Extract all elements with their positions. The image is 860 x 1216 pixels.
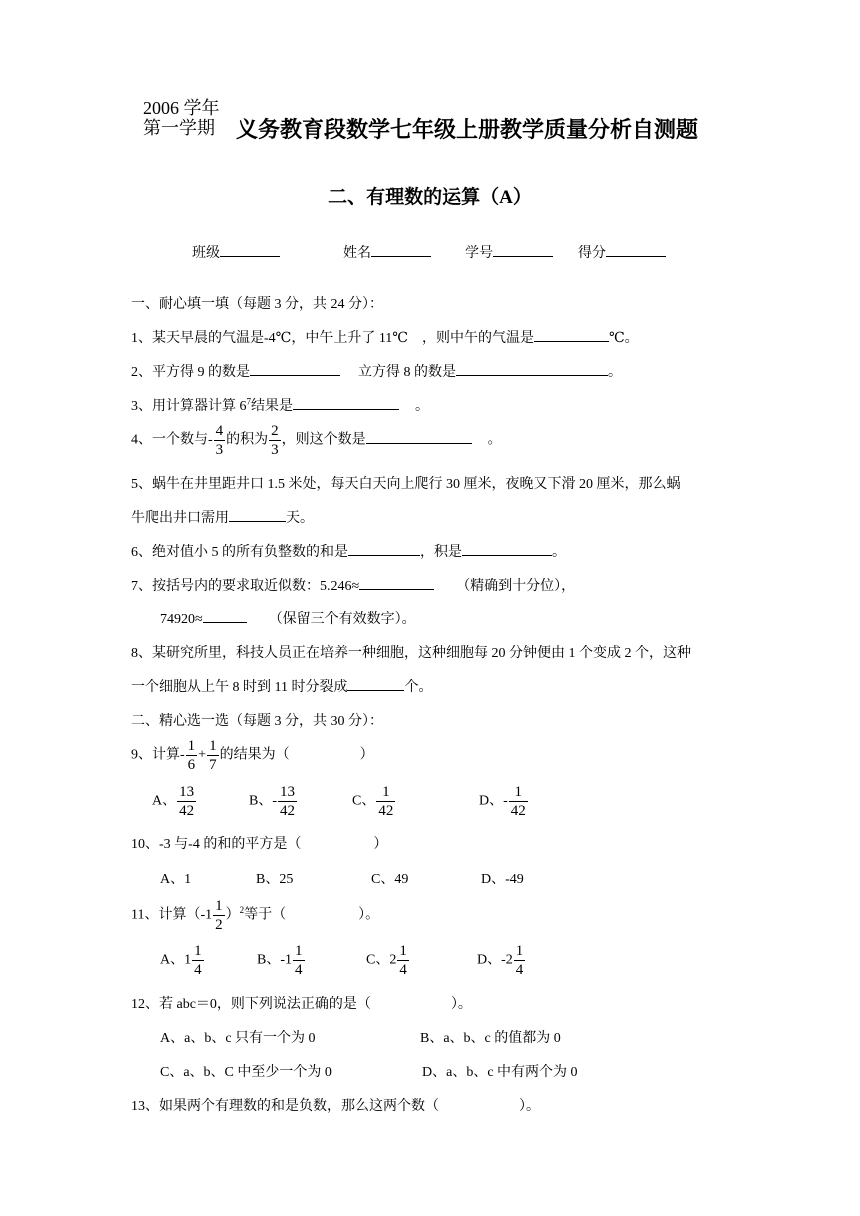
q12-option-d[interactable]: D、a、b、c 中有两个为 0 xyxy=(422,1065,578,1080)
q3-blank[interactable] xyxy=(293,395,399,410)
question-10 xyxy=(131,833,387,853)
question-9 xyxy=(131,737,374,774)
q9-plus: + xyxy=(198,747,207,763)
q9-option-d-fraction xyxy=(509,783,528,820)
q11-a-den: 4 xyxy=(194,962,202,978)
q9-option-b-fraction xyxy=(278,783,297,820)
id-label: 学号 xyxy=(465,246,493,261)
q11-option-a-fraction xyxy=(192,942,204,979)
q11-c-den: 4 xyxy=(399,962,407,978)
class-blank[interactable] xyxy=(220,242,280,257)
q5-text-b: 牛爬出井口需用 xyxy=(131,511,229,526)
question-6 xyxy=(131,541,566,561)
title-term: 第一学期 xyxy=(143,118,215,138)
section2-heading: 二、精心选一选（每题 3 分，共 30 分）： xyxy=(131,714,383,729)
q11-text-c: 等于（ xyxy=(244,907,287,923)
q9-text-a: 9、计算- xyxy=(131,747,185,763)
q6-blank-1[interactable] xyxy=(348,541,420,556)
q9-option-d-label: D、- xyxy=(479,793,508,809)
q10-option-b[interactable]: B、25 xyxy=(256,872,294,887)
q9-a-den: 42 xyxy=(179,803,195,819)
q12-option-b[interactable]: B、a、b、c 的值都为 0 xyxy=(420,1031,561,1046)
q12-option-a[interactable]: A、a、b、c 只有一个为 0 xyxy=(160,1031,316,1046)
question-2 xyxy=(131,361,622,381)
question-8-line-1: 8、某研究所里，科技人员正在培养一种细胞，这种细胞每 20 分钟便由 1 个变成 2 个，这种 xyxy=(131,646,691,661)
question-13 xyxy=(131,1095,540,1115)
q6-end: 。 xyxy=(552,545,566,560)
q11-b-den: 4 xyxy=(295,962,303,978)
q4-fraction-2 xyxy=(269,422,281,459)
q3-end: 。 xyxy=(415,399,429,414)
q11-fraction xyxy=(213,897,225,934)
q2-text-b: 立方得 8 的数是 xyxy=(358,365,456,380)
score-field xyxy=(578,242,666,262)
q11-option-d-fraction xyxy=(514,942,526,979)
q11-option-c-label: C、2 xyxy=(366,952,397,968)
q5-blank[interactable] xyxy=(229,507,286,522)
q1-text: 1、某天早晨的气温是-4℃，中午上升了 11℃ ，则中午的气温是 xyxy=(131,331,534,346)
q11-option-c-fraction xyxy=(397,942,409,979)
q4-f2-den: 3 xyxy=(271,442,279,458)
q9-b-num: 13 xyxy=(280,784,295,800)
q4-end: 。 xyxy=(487,432,502,448)
q4-f1-den: 3 xyxy=(215,442,224,458)
title-year: 2006 学年 xyxy=(143,98,220,118)
q4-fraction-1 xyxy=(214,422,226,459)
q12-end: ）。 xyxy=(450,997,472,1012)
question-7-line-1 xyxy=(131,575,575,595)
q3-exponent: 7 xyxy=(246,396,251,407)
q4-f2-num: 2 xyxy=(271,423,279,439)
q9-option-b-label: B、- xyxy=(249,793,277,809)
q9-a-num: 13 xyxy=(179,784,195,800)
q10-text-a: 10、-3 与-4 的和的平方是（ xyxy=(131,837,302,852)
q4-blank[interactable] xyxy=(366,429,472,444)
class-label: 班级 xyxy=(192,246,220,261)
q11-end: ）。 xyxy=(358,907,380,923)
q11-option-b-label: B、-1 xyxy=(257,952,292,968)
q4-f1-num: 4 xyxy=(215,423,224,439)
q9-end: ） xyxy=(359,747,374,763)
name-label: 姓名 xyxy=(343,246,371,261)
page-title: 义务教育段数学七年级上册教学质量分析自测题 xyxy=(236,117,699,142)
id-field xyxy=(465,242,553,262)
q7-blank-2[interactable] xyxy=(203,608,247,623)
q6-text-a: 6、绝对值小 5 的所有负整数的和是 xyxy=(131,545,348,560)
id-blank[interactable] xyxy=(493,242,553,257)
score-label: 得分 xyxy=(578,246,606,261)
q13-end: ）。 xyxy=(519,1099,540,1114)
q7-text-b: （精确到十分位）， xyxy=(456,579,576,594)
q7-text-d: （保留三个有效数字）。 xyxy=(268,612,416,627)
q7-blank-1[interactable] xyxy=(359,575,434,590)
q13-text-a: 13、如果两个有理数的和是负数，那么这两个数（ xyxy=(131,1099,439,1114)
q9-option-a-label: A、 xyxy=(152,793,177,809)
q11-c-num: 1 xyxy=(399,943,407,959)
q4-text-b: 的积为 xyxy=(226,432,269,448)
q11-text-b: ） xyxy=(225,907,240,923)
q2-text-a: 2、平方得 9 的数是 xyxy=(131,365,250,380)
q9-c-num: 1 xyxy=(376,783,395,802)
question-8-line-2 xyxy=(131,676,432,696)
question-1 xyxy=(131,327,639,347)
q9-option-c[interactable] xyxy=(352,783,396,820)
q1-blank[interactable] xyxy=(534,327,609,342)
q9-b-den: 42 xyxy=(280,803,295,819)
class-field xyxy=(192,242,280,262)
q9-c-den: 42 xyxy=(378,803,394,819)
q2-blank-2[interactable] xyxy=(456,361,608,376)
q9-option-d[interactable] xyxy=(479,783,529,820)
q10-option-d[interactable]: D、-49 xyxy=(481,872,524,887)
q8-text-b: 一个细胞从上午 8 时到 11 时分裂成 xyxy=(131,680,348,695)
q3-text-a: 3、用计算器计算 6 xyxy=(131,399,247,414)
q9-fraction-2 xyxy=(207,737,219,774)
q11-option-b-fraction xyxy=(293,942,305,979)
q9-f1-den: 6 xyxy=(187,757,196,773)
q6-text-b: ，积是 xyxy=(420,545,462,560)
page-subtitle: 二、有理数的运算（A） xyxy=(328,187,532,208)
q11-exponent: 2 xyxy=(239,905,245,916)
q10-option-a[interactable]: A、1 xyxy=(160,872,192,887)
q12-option-c[interactable]: C、a、b、C 中至少一个为 0 xyxy=(160,1065,332,1080)
q11-b-num: 1 xyxy=(295,943,303,959)
name-blank[interactable] xyxy=(371,242,431,257)
q9-option-b[interactable] xyxy=(249,783,298,820)
q8-end: 个。 xyxy=(404,680,433,695)
q11-option-b[interactable] xyxy=(257,942,306,979)
title-prefix xyxy=(143,98,220,138)
q9-option-a-fraction xyxy=(177,783,196,820)
q11-option-d-label: D、-2 xyxy=(477,952,513,968)
q9-f2-num: 1 xyxy=(209,738,217,754)
question-5-line-1: 5、蜗牛在井里距井口 1.5 米处，每天白天向上爬行 30 厘米，夜晚又下滑 20 厘米，那么蜗 xyxy=(131,477,681,492)
q2-blank-1[interactable] xyxy=(250,361,340,376)
q3-text-b: 结果是 xyxy=(251,399,293,414)
section1-heading: 一、耐心填一填（每题 3 分，共 24 分）： xyxy=(131,297,383,312)
q11-option-d[interactable] xyxy=(477,942,526,979)
q11-d-num: 1 xyxy=(515,943,524,959)
q2-end: 。 xyxy=(608,365,622,380)
question-7-line-2 xyxy=(160,608,416,628)
q11-f-den: 2 xyxy=(215,917,223,933)
q4-text-c: ，则这个数是 xyxy=(281,432,366,448)
q1-unit: ℃。 xyxy=(608,331,639,346)
q6-blank-2[interactable] xyxy=(462,541,552,556)
score-blank[interactable] xyxy=(606,242,666,257)
question-5-line-2 xyxy=(131,507,314,527)
q9-d-num: 1 xyxy=(509,783,528,802)
q9-text-b: 的结果为（ xyxy=(219,747,290,763)
q8-blank[interactable] xyxy=(347,676,404,691)
q11-a-num: 1 xyxy=(194,943,202,959)
q11-f-num: 1 xyxy=(215,898,223,914)
q11-d-den: 4 xyxy=(515,962,524,978)
q12-text-a: 12、若 abc＝0，则下列说法正确的是（ xyxy=(131,997,371,1012)
q9-fraction-1 xyxy=(186,737,198,774)
name-field xyxy=(343,242,431,262)
question-4 xyxy=(131,422,502,459)
q9-option-c-fraction xyxy=(376,783,395,820)
q10-end: ） xyxy=(373,837,388,852)
question-12 xyxy=(131,993,472,1013)
question-3 xyxy=(131,395,429,415)
q9-d-den: 42 xyxy=(510,803,526,819)
q9-option-c-label: C、 xyxy=(352,793,376,809)
question-11 xyxy=(131,897,379,934)
q11-option-a[interactable] xyxy=(160,942,205,979)
q7-text-c: 74920≈ xyxy=(160,612,203,627)
q10-option-c[interactable]: C、49 xyxy=(371,872,409,887)
q9-f2-den: 7 xyxy=(209,757,217,773)
q11-option-a-label: A、1 xyxy=(160,952,192,968)
q9-option-a[interactable] xyxy=(152,783,197,820)
q11-option-c[interactable] xyxy=(366,942,410,979)
q4-text-a: 4、一个数与- xyxy=(131,432,213,448)
q7-text-a: 7、按括号内的要求取近似数：5.246≈ xyxy=(131,579,360,594)
q11-text-a: 11、计算（-1 xyxy=(131,907,213,923)
q5-end: 天。 xyxy=(286,511,314,526)
q9-f1-num: 1 xyxy=(187,738,196,754)
